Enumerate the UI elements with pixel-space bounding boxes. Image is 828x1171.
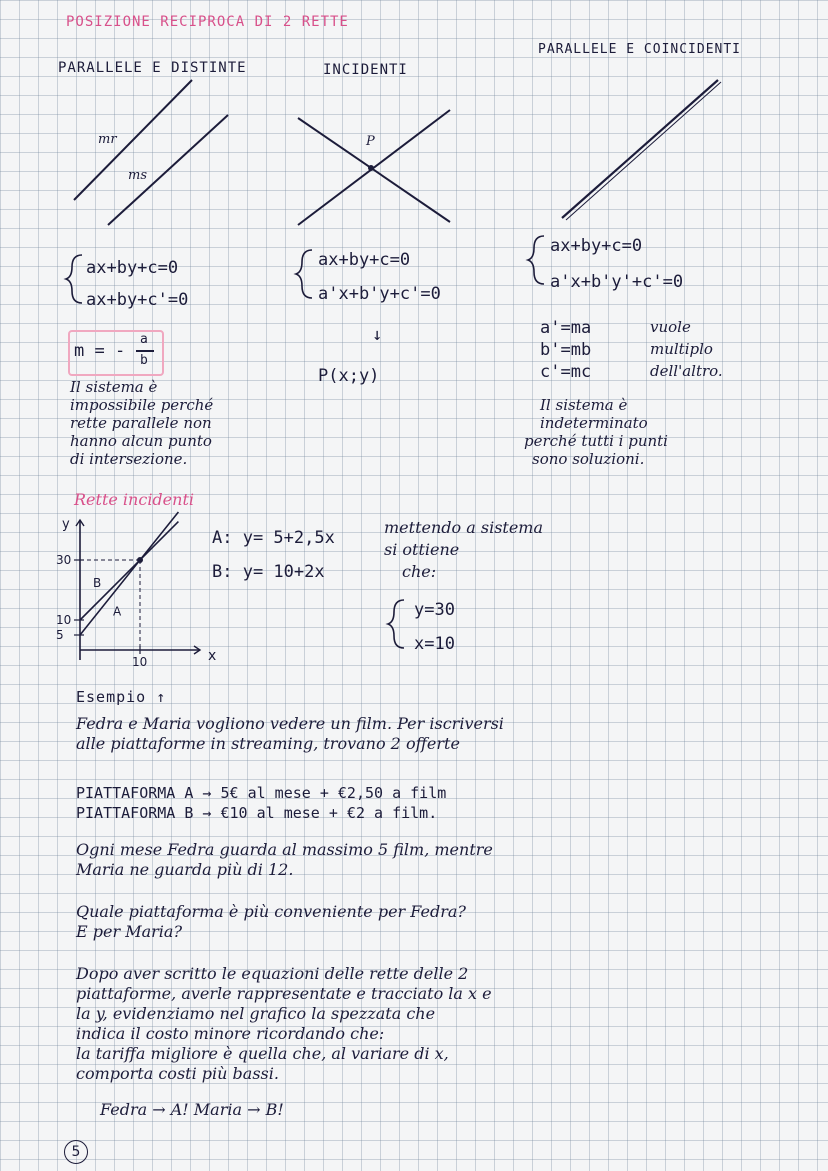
conditions-note-1: vuole	[650, 318, 691, 336]
section-heading-incident: Rette incidenti	[74, 490, 194, 509]
method-5: la tariffa migliore è quella che, al variare di x,	[76, 1044, 449, 1063]
question-1: Quale piattaforma è più conveniente per Fedra?	[76, 902, 466, 921]
page-title: POSIZIONE RECIPROCA DI 2 RETTE	[66, 14, 349, 30]
solution-point: P(x;y)	[318, 366, 380, 386]
y-tick-label: 5	[56, 628, 64, 642]
label-p: P	[366, 134, 375, 149]
series-line-B	[80, 522, 178, 620]
arrow-down: ↓	[372, 325, 383, 345]
offer-b: PIATTAFORMA B → €10 al mese + €2 a film.	[76, 804, 438, 822]
incident-note-1: mettendo a sistema	[384, 518, 544, 537]
note-parallel-5: di intersezione.	[70, 450, 188, 468]
example-label: Esempio ↑	[76, 688, 167, 706]
note-coincident-4: sono soluzioni.	[532, 450, 645, 468]
system-incident-eq1: ax+by+c=0	[318, 250, 411, 270]
label-mr: mr	[98, 132, 117, 147]
condition-b: b'=mb	[540, 340, 592, 360]
method-4: indica il costo minore ricordando che:	[76, 1024, 385, 1043]
slope-prefix: m = -	[74, 341, 126, 361]
system-parallel-eq1: ax+by+c=0	[86, 258, 179, 278]
slope-denominator: b	[140, 353, 148, 368]
y-tick-label: 30	[56, 553, 72, 567]
system-coincident-eq1: ax+by+c=0	[550, 236, 643, 256]
page-number: 5	[64, 1140, 88, 1164]
series-label-B: B	[93, 576, 102, 590]
problem-intro-2: alle piattaforme in streaming, trovano 2 offerte	[76, 734, 460, 753]
habits-2: Maria ne guarda più di 12.	[76, 860, 294, 879]
y-tick-label: 10	[56, 613, 72, 627]
equation-a: A: y= 5+2,5x	[212, 528, 335, 548]
equation-b: B: y= 10+2x	[212, 562, 325, 582]
slope-numerator: a	[140, 332, 148, 347]
note-coincident-1: Il sistema è	[540, 396, 628, 414]
conditions-note-2: multiplo	[650, 340, 713, 358]
solution-y: y=30	[414, 600, 455, 620]
x-tick-label: 10	[132, 655, 148, 669]
heading-incident: INCIDENTI	[323, 62, 408, 78]
solution-x: x=10	[414, 634, 455, 654]
method-3: la y, evidenziamo nel grafico la spezzata che	[76, 1004, 436, 1023]
method-1: Dopo aver scritto le equazioni delle rette delle 2	[76, 964, 469, 983]
chart-axes	[74, 520, 200, 660]
system-parallel-eq2: ax+by+c'=0	[86, 290, 189, 310]
note-parallel-4: hanno alcun punto	[70, 432, 212, 450]
incident-note-2: si ottiene	[384, 540, 460, 559]
system-incident-eq2: a'x+b'y+c'=0	[318, 284, 441, 304]
heading-coincident: PARALLELE E COINCIDENTI	[538, 42, 742, 57]
condition-c: c'=mc	[540, 362, 592, 382]
y-axis-label: y	[62, 517, 70, 532]
offer-a: PIATTAFORMA A → 5€ al mese + €2,50 a film	[76, 784, 447, 802]
note-parallel-2: impossibile perché	[70, 396, 214, 414]
question-2: E per Maria?	[76, 922, 183, 941]
note-coincident-2: indeterminato	[540, 414, 648, 432]
heading-parallel-distinct: PARALLELE E DISTINTE	[58, 60, 247, 76]
series-label-A: A	[113, 604, 122, 619]
series-line-A	[80, 512, 178, 635]
note-coincident-3: perché tutti i punti	[524, 432, 668, 450]
note-parallel-3: rette parallele non	[70, 414, 212, 432]
method-6: comporta costi più bassi.	[76, 1064, 279, 1083]
label-ms: ms	[128, 168, 147, 183]
problem-intro-1: Fedra e Maria vogliono vedere un film. Per iscriversi	[76, 714, 504, 733]
answer: Fedra → A! Maria → B!	[100, 1100, 284, 1119]
method-2: piattaforme, averle rappresentate e tracciato la x e	[76, 984, 492, 1003]
condition-a: a'=ma	[540, 318, 592, 338]
habits-1: Ogni mese Fedra guarda al massimo 5 film, mentre	[76, 840, 493, 859]
conditions-note-3: dell'altro.	[650, 362, 723, 380]
chart-intersection-point	[137, 557, 143, 563]
incident-note-3: che:	[402, 562, 437, 581]
system-coincident-eq2: a'x+b'y'+c'=0	[550, 272, 684, 292]
x-axis-label: x	[208, 648, 217, 664]
note-parallel-1: Il sistema è	[70, 378, 158, 396]
chart-lines	[80, 512, 178, 635]
